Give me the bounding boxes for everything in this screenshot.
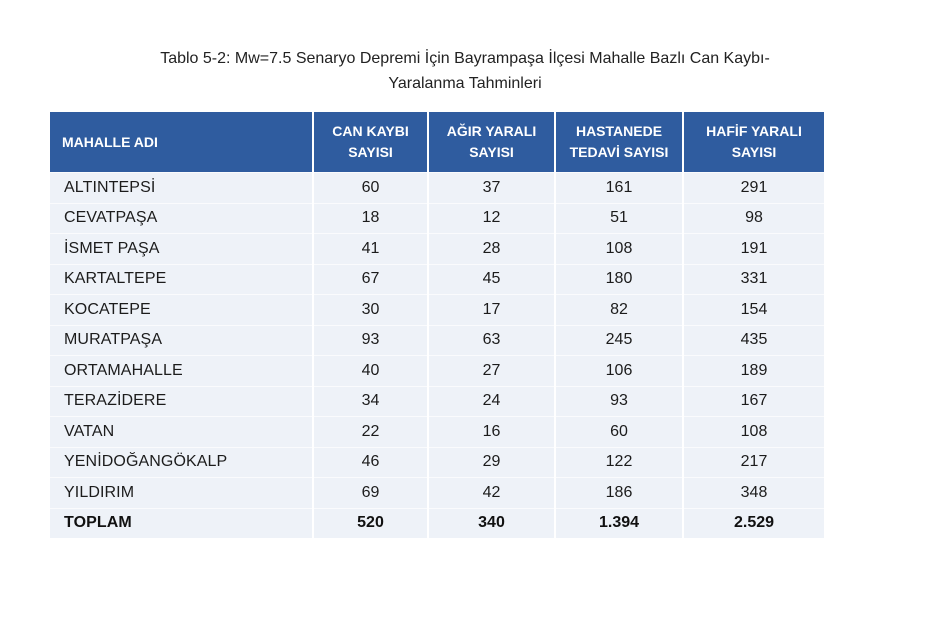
cell-can-kaybi: 18 — [313, 203, 428, 234]
header-line-1: AĞIR YARALI — [446, 123, 537, 139]
header-line-2: SAYISI — [469, 144, 514, 160]
table-row — [50, 173, 824, 204]
cell-hastanede-tedavi: 51 — [555, 203, 683, 234]
cell-hafif-yarali: 189 — [683, 356, 824, 387]
header-line-2: TEDAVİ SAYISI — [569, 144, 669, 160]
cell-agir-yarali: 340 — [428, 508, 555, 538]
cell-hastanede-tedavi: 245 — [555, 325, 683, 356]
cell-agir-yarali: 29 — [428, 447, 555, 478]
cell-agir-yarali: 17 — [428, 295, 555, 326]
table-row — [50, 417, 824, 448]
header-line-1: MAHALLE ADI — [62, 133, 158, 150]
cell-hafif-yarali: 217 — [683, 447, 824, 478]
cell-agir-yarali: 28 — [428, 234, 555, 265]
cell-hastanede-tedavi: 186 — [555, 478, 683, 509]
cell-mahalle-adi: İSMET PAŞA — [50, 234, 313, 265]
header-can-kaybi — [313, 112, 428, 173]
cell-can-kaybi: 22 — [313, 417, 428, 448]
casualty-table — [50, 112, 824, 538]
cell-mahalle-adi: KOCATEPE — [50, 295, 313, 326]
cell-agir-yarali: 12 — [428, 203, 555, 234]
header-line-1: HASTANEDE — [575, 123, 663, 139]
cell-can-kaybi: 67 — [313, 264, 428, 295]
cell-hafif-yarali: 108 — [683, 417, 824, 448]
cell-mahalle-adi: YILDIRIM — [50, 478, 313, 509]
cell-hastanede-tedavi: 108 — [555, 234, 683, 265]
cell-agir-yarali: 63 — [428, 325, 555, 356]
table-row — [50, 386, 824, 417]
cell-hafif-yarali: 154 — [683, 295, 824, 326]
header-hastanede-tedavi — [555, 112, 683, 173]
cell-agir-yarali: 27 — [428, 356, 555, 387]
table-caption — [40, 46, 890, 96]
total-row — [50, 508, 824, 538]
table-row — [50, 295, 824, 326]
cell-hastanede-tedavi: 122 — [555, 447, 683, 478]
cell-can-kaybi: 60 — [313, 173, 428, 204]
cell-mahalle-adi: ORTAMAHALLE — [50, 356, 313, 387]
cell-hafif-yarali: 348 — [683, 478, 824, 509]
header-agir-yarali — [428, 112, 555, 173]
cell-agir-yarali: 24 — [428, 386, 555, 417]
caption-line-2: Yaralanma Tahminleri — [388, 75, 542, 92]
cell-can-kaybi: 41 — [313, 234, 428, 265]
cell-hastanede-tedavi: 106 — [555, 356, 683, 387]
table-row — [50, 325, 824, 356]
cell-mahalle-adi: KARTALTEPE — [50, 264, 313, 295]
table-header — [50, 112, 824, 173]
table-row — [50, 264, 824, 295]
table-row — [50, 356, 824, 387]
cell-hafif-yarali: 331 — [683, 264, 824, 295]
header-line-1: HAFİF YARALI — [706, 123, 802, 139]
cell-agir-yarali: 42 — [428, 478, 555, 509]
table-row — [50, 447, 824, 478]
cell-agir-yarali: 45 — [428, 264, 555, 295]
cell-hastanede-tedavi: 1.394 — [555, 508, 683, 538]
header-row — [50, 112, 824, 173]
cell-can-kaybi: 69 — [313, 478, 428, 509]
cell-hastanede-tedavi: 180 — [555, 264, 683, 295]
cell-mahalle-adi: MURATPAŞA — [50, 325, 313, 356]
cell-mahalle-adi: TOPLAM — [50, 508, 313, 538]
cell-mahalle-adi: YENİDOĞANGÖKALP — [50, 447, 313, 478]
table-row — [50, 234, 824, 265]
cell-hafif-yarali: 98 — [683, 203, 824, 234]
header-line-1: CAN KAYBI — [332, 123, 409, 139]
header-mahalle-adi — [50, 112, 313, 173]
cell-can-kaybi: 93 — [313, 325, 428, 356]
cell-hastanede-tedavi: 60 — [555, 417, 683, 448]
table-row — [50, 203, 824, 234]
cell-hafif-yarali: 191 — [683, 234, 824, 265]
cell-can-kaybi: 34 — [313, 386, 428, 417]
cell-mahalle-adi: CEVATPAŞA — [50, 203, 313, 234]
cell-can-kaybi: 40 — [313, 356, 428, 387]
cell-hastanede-tedavi: 82 — [555, 295, 683, 326]
cell-hastanede-tedavi: 161 — [555, 173, 683, 204]
header-line-2: SAYISI — [731, 144, 777, 160]
table-row — [50, 478, 824, 509]
table-body — [50, 173, 824, 539]
cell-can-kaybi: 46 — [313, 447, 428, 478]
cell-agir-yarali: 16 — [428, 417, 555, 448]
cell-can-kaybi: 30 — [313, 295, 428, 326]
cell-hastanede-tedavi: 93 — [555, 386, 683, 417]
cell-hafif-yarali: 167 — [683, 386, 824, 417]
cell-hafif-yarali: 291 — [683, 173, 824, 204]
header-line-2: SAYISI — [348, 144, 393, 160]
casualty-table-container — [50, 112, 824, 538]
cell-hafif-yarali: 2.529 — [683, 508, 824, 538]
cell-agir-yarali: 37 — [428, 173, 555, 204]
cell-mahalle-adi: ALTINTEPSİ — [50, 173, 313, 204]
cell-can-kaybi: 520 — [313, 508, 428, 538]
header-hafif-yarali — [683, 112, 824, 173]
cell-mahalle-adi: TERAZİDERE — [50, 386, 313, 417]
cell-hafif-yarali: 435 — [683, 325, 824, 356]
caption-line-1: Tablo 5-2: Mw=7.5 Senaryo Depremi İçin Bayrampaşa İlçesi Mahalle Bazlı Can Kaybı- — [160, 50, 770, 67]
cell-mahalle-adi: VATAN — [50, 417, 313, 448]
